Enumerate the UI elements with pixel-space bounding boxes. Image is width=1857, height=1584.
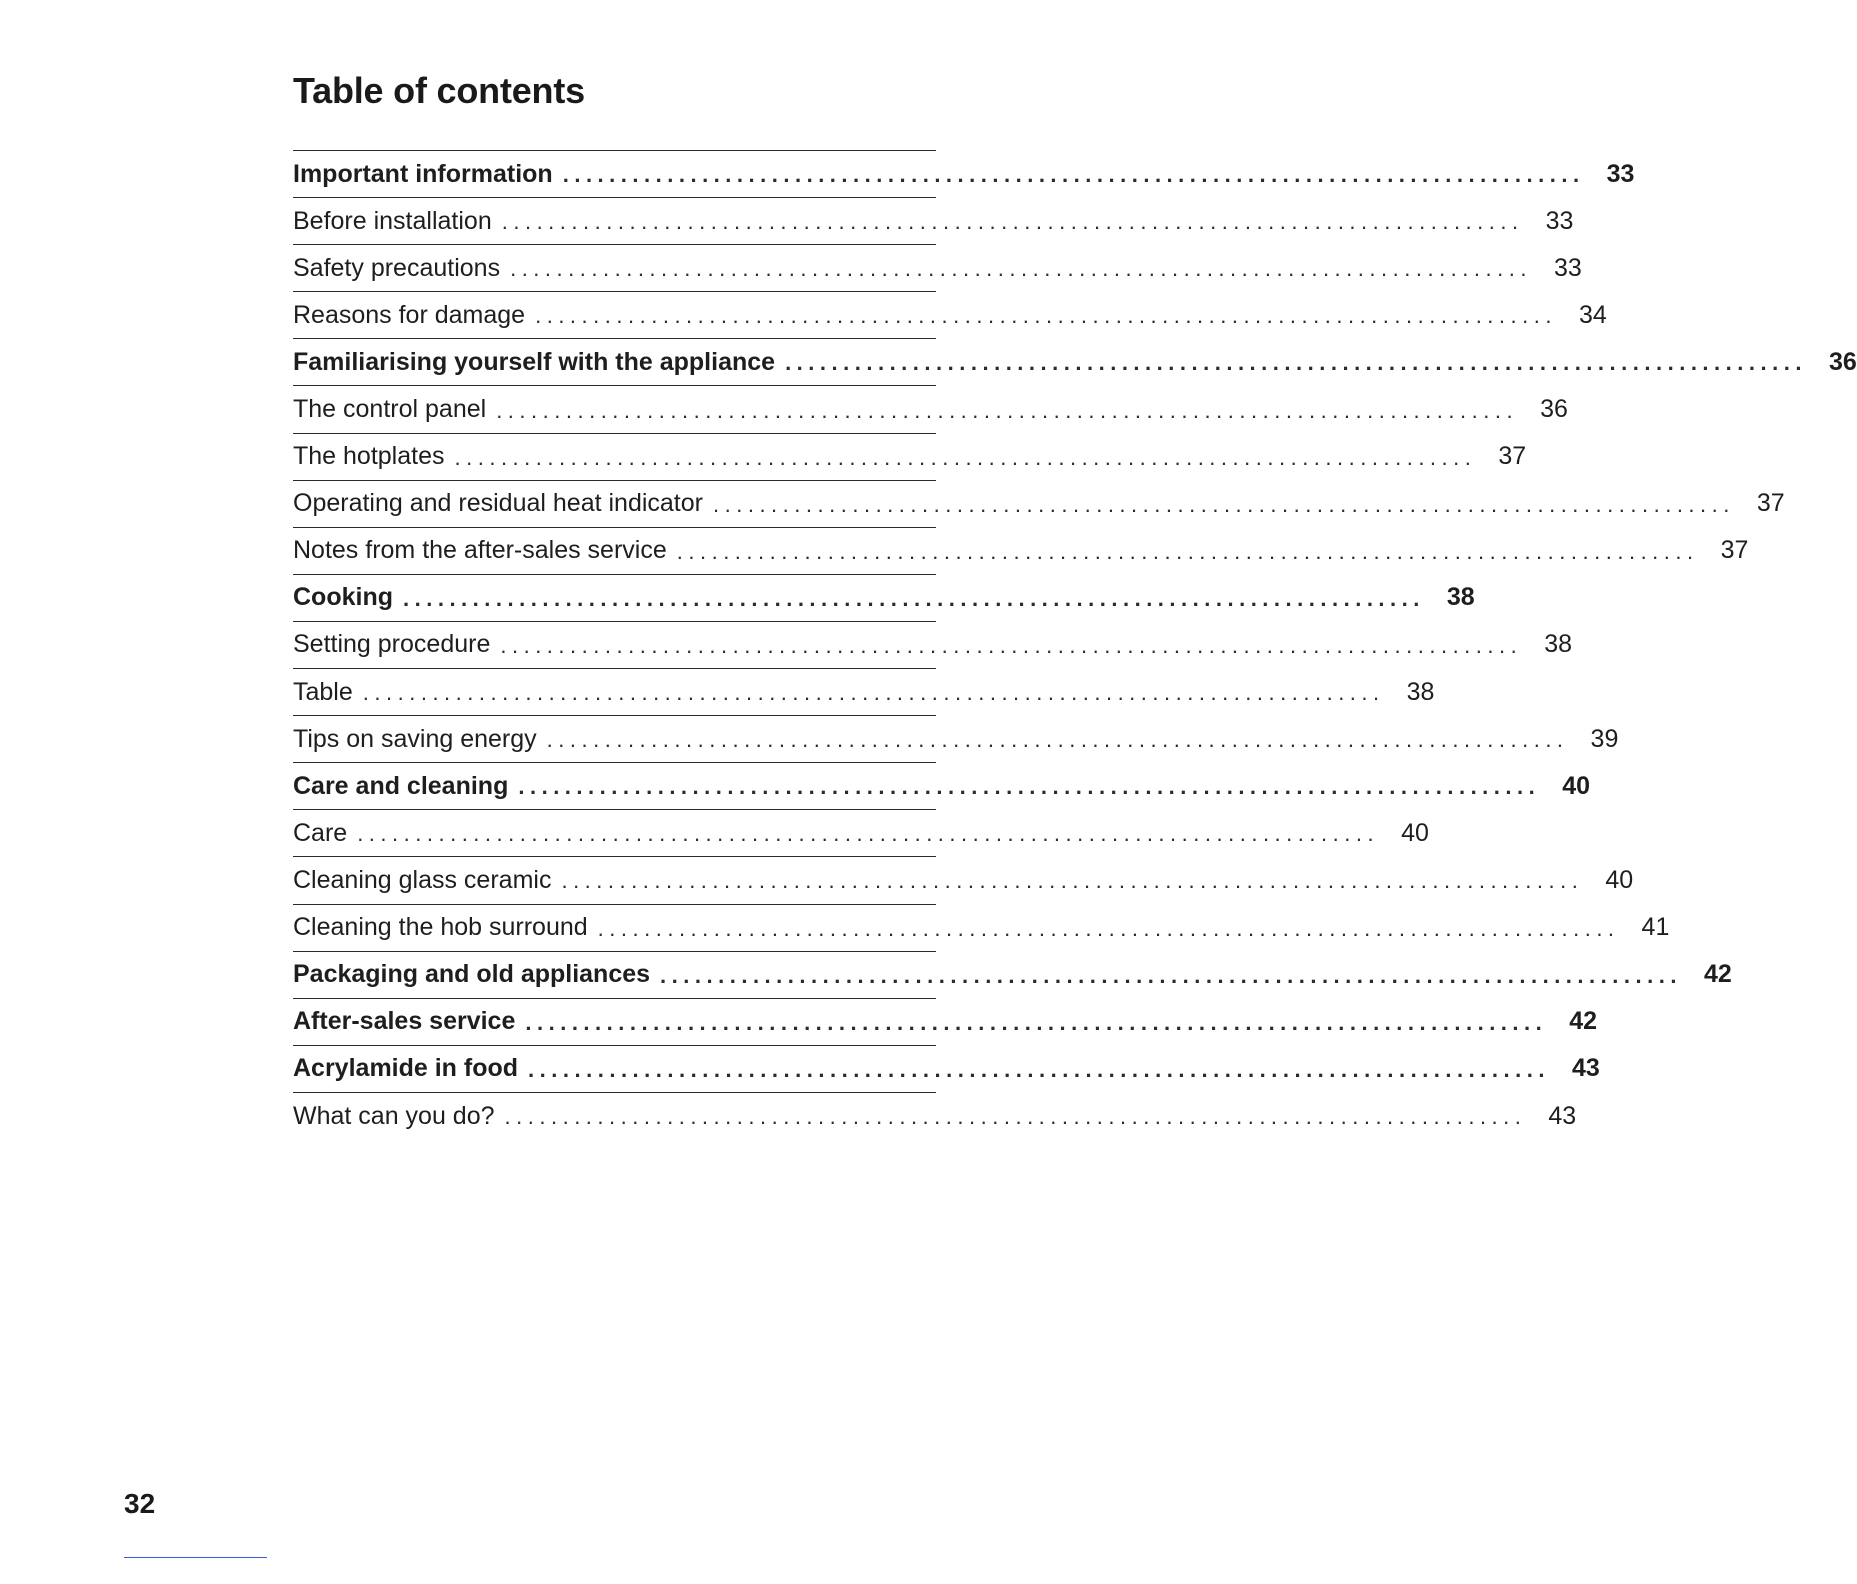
toc-entry-label: Cleaning glass ceramic xyxy=(293,865,552,894)
toc-entry-page: 41 xyxy=(1641,913,1670,942)
toc-entry[interactable] xyxy=(293,1093,1577,1140)
toc-leader-dots: ........................................................................................ xyxy=(713,491,1735,517)
toc-entry[interactable] xyxy=(293,1046,1600,1093)
toc-entry-label: After-sales service xyxy=(293,1007,516,1036)
toc-entry-page: 33 xyxy=(1545,206,1574,235)
toc-leader-dots: ........................................................................................ xyxy=(496,397,1519,423)
toc-entry-page: 33 xyxy=(1553,253,1582,282)
toc-entry-label: Care and cleaning xyxy=(293,771,509,800)
page-number: 32 xyxy=(124,1488,156,1519)
toc-leader-dots: ........................................................................................ xyxy=(535,303,1557,329)
toc-entry-label: The control panel xyxy=(293,395,487,424)
toc-entry[interactable] xyxy=(293,151,1635,198)
toc-entry[interactable] xyxy=(293,810,1429,857)
toc-leader-dots: ........................................................................................ xyxy=(362,680,1385,706)
toc-entry-label: Table xyxy=(293,677,353,706)
toc-entry-page: 36 xyxy=(1540,395,1568,424)
toc-entry[interactable] xyxy=(293,999,1598,1046)
toc-entry-page: 36 xyxy=(1828,347,1857,376)
toc-entry-label: Cleaning the hob surround xyxy=(293,913,588,942)
toc-entry-label: Tips on saving energy xyxy=(293,724,537,753)
toc-entry[interactable] xyxy=(293,292,1607,339)
toc-entry-label: Reasons for damage xyxy=(293,300,526,329)
toc-entry-label: What can you do? xyxy=(293,1101,495,1130)
toc-entry-page: 37 xyxy=(1720,536,1749,565)
toc-entry-label: The hotplates xyxy=(293,442,445,471)
toc-entry-label: Safety precautions xyxy=(293,253,501,282)
toc-leader-dots: ........................................................................................ xyxy=(561,868,1584,894)
toc-entry[interactable] xyxy=(293,622,1573,669)
toc-entry[interactable] xyxy=(293,857,1634,904)
toc-leader-dots: ........................................................................................ xyxy=(357,821,1380,847)
toc-entry-page: 37 xyxy=(1756,489,1785,518)
toc-leader-dots: ........................................................................................ xyxy=(504,1104,1527,1130)
toc-entry-page: 40 xyxy=(1605,865,1634,894)
toc-entry-page: 39 xyxy=(1590,724,1619,753)
toc-entry-page: 40 xyxy=(1562,771,1591,800)
footer-rule xyxy=(124,1557,267,1558)
toc-entry-page: 38 xyxy=(1446,583,1475,612)
toc-entry[interactable] xyxy=(293,434,1527,481)
toc-leader-dots: ........................................................................................ xyxy=(546,727,1569,753)
toc-leader-dots: ........................................................................................ xyxy=(676,538,1699,564)
toc-entry[interactable] xyxy=(293,481,1785,528)
toc-entry-label: Familiarising yourself with the appliance xyxy=(293,347,776,376)
table-of-contents xyxy=(293,150,1857,1140)
toc-entry-label: Acrylamide in food xyxy=(293,1054,519,1083)
toc-leader-dots: ........................................................................................ xyxy=(518,774,1541,800)
toc-entry[interactable] xyxy=(293,952,1732,999)
toc-entry[interactable] xyxy=(293,386,1568,433)
toc-entry-page: 37 xyxy=(1498,442,1527,471)
toc-entry-page: 34 xyxy=(1578,300,1607,329)
toc-leader-dots: ........................................................................................ xyxy=(660,962,1682,988)
toc-entry-page: 38 xyxy=(1406,677,1435,706)
toc-entry-page: 42 xyxy=(1569,1007,1598,1036)
toc-leader-dots: ........................................................................................ xyxy=(501,209,1524,235)
toc-entry[interactable] xyxy=(293,716,1619,763)
toc-leader-dots: ........................................................................................ xyxy=(597,915,1620,941)
toc-entry[interactable] xyxy=(293,339,1857,386)
toc-entry-label: Important information xyxy=(293,159,553,188)
toc-leader-dots: ........................................................................................ xyxy=(528,1056,1550,1082)
toc-entry-page: 38 xyxy=(1544,630,1573,659)
toc-leader-dots: ........................................................................................ xyxy=(525,1009,1548,1035)
toc-entry[interactable] xyxy=(293,245,1582,292)
toc-entry[interactable] xyxy=(293,198,1574,245)
toc-entry[interactable] xyxy=(293,905,1670,952)
toc-entry-page: 33 xyxy=(1606,159,1635,188)
toc-leader-dots: ........................................................................................ xyxy=(510,256,1532,282)
toc-leader-dots: ........................................................................................ xyxy=(562,162,1585,188)
toc-entry-label: Care xyxy=(293,818,348,847)
toc-entry-page: 42 xyxy=(1703,960,1732,989)
toc-entry-label: Cooking xyxy=(293,583,393,612)
toc-entry-page: 40 xyxy=(1401,818,1429,847)
toc-entry[interactable] xyxy=(293,669,1435,716)
toc-entry-label: Operating and residual heat indicator xyxy=(293,489,703,518)
toc-leader-dots: ........................................................................................ xyxy=(500,632,1523,658)
toc-entry[interactable] xyxy=(293,528,1749,575)
toc-entry-label: Setting procedure xyxy=(293,630,491,659)
toc-leader-dots: ........................................................................................ xyxy=(454,444,1477,470)
toc-entry-label: Packaging and old appliances xyxy=(293,960,651,989)
toc-leader-dots: ........................................................................................ xyxy=(403,585,1425,611)
toc-entry[interactable] xyxy=(293,763,1591,810)
toc-entry-page: 43 xyxy=(1548,1101,1577,1130)
page-title: Table of contents xyxy=(293,70,585,111)
toc-entry-page: 43 xyxy=(1571,1054,1600,1083)
toc-entry[interactable] xyxy=(293,575,1475,622)
toc-leader-dots: ........................................................................................ xyxy=(785,350,1807,376)
toc-entry-label: Before installation xyxy=(293,206,492,235)
toc-entry-label: Notes from the after-sales service xyxy=(293,536,667,565)
